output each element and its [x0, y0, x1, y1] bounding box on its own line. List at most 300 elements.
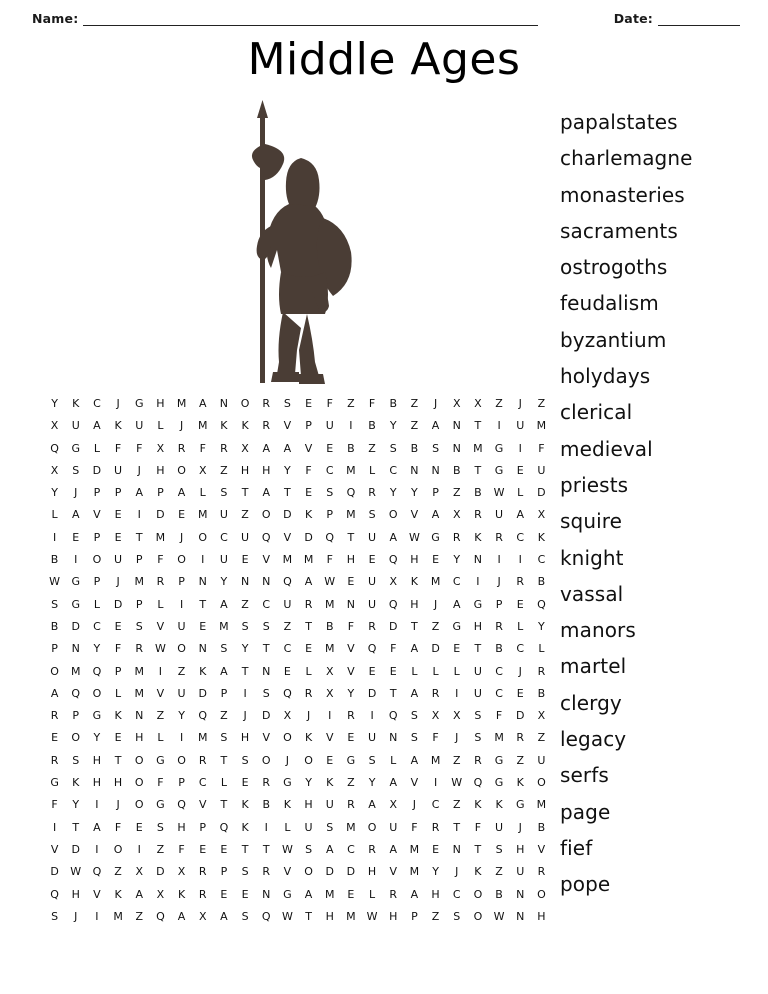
grid-cell[interactable]: Z — [177, 664, 186, 678]
grid-cell[interactable]: X — [452, 709, 461, 723]
grid-cell[interactable]: M — [346, 463, 356, 477]
grid-cell[interactable]: V — [347, 642, 355, 656]
grid-cell[interactable]: S — [156, 820, 164, 834]
grid-cell[interactable]: R — [177, 441, 186, 455]
grid-cell[interactable]: A — [368, 798, 376, 812]
grid-cell[interactable]: T — [474, 419, 482, 433]
grid-cell[interactable]: X — [50, 463, 59, 477]
grid-cell[interactable]: E — [432, 842, 440, 856]
grid-cell[interactable]: D — [71, 619, 80, 633]
grid-cell[interactable]: M — [494, 731, 504, 745]
grid-cell[interactable]: M — [134, 686, 144, 700]
grid-cell[interactable]: Z — [495, 865, 503, 879]
grid-cell[interactable]: M — [303, 553, 314, 567]
grid-cell[interactable]: I — [179, 731, 184, 745]
grid-cell[interactable]: Y — [538, 619, 545, 633]
grid-cell[interactable]: Z — [431, 909, 440, 923]
grid-cell[interactable]: E — [305, 642, 313, 656]
grid-cell[interactable]: C — [516, 642, 525, 656]
grid-cell[interactable]: V — [156, 686, 165, 700]
grid-cell[interactable]: A — [283, 441, 292, 455]
grid-cell[interactable]: O — [134, 753, 144, 767]
grid-cell[interactable]: L — [51, 508, 58, 522]
grid-cell[interactable]: O — [198, 530, 208, 544]
grid-cell[interactable]: U — [495, 508, 504, 522]
grid-cell[interactable]: T — [474, 463, 482, 477]
grid-cell[interactable]: G — [346, 753, 356, 767]
grid-cell[interactable]: G — [156, 798, 165, 812]
grid-cell[interactable]: V — [156, 619, 165, 633]
grid-cell[interactable]: L — [390, 753, 397, 767]
grid-cell[interactable]: W — [49, 575, 61, 589]
grid-cell[interactable]: F — [347, 619, 355, 633]
grid-cell[interactable]: D — [367, 686, 377, 700]
grid-cell[interactable]: L — [115, 686, 122, 700]
grid-cell[interactable]: V — [537, 842, 546, 856]
grid-cell[interactable]: E — [389, 664, 397, 678]
grid-cell[interactable]: X — [283, 709, 292, 723]
grid-cell[interactable]: V — [389, 865, 397, 879]
grid-cell[interactable]: C — [220, 530, 228, 544]
grid-cell[interactable]: H — [240, 463, 250, 477]
grid-cell[interactable]: E — [178, 508, 186, 522]
grid-cell[interactable]: J — [243, 709, 247, 723]
grid-cell[interactable]: C — [389, 463, 398, 477]
grid-cell[interactable]: R — [347, 798, 355, 812]
grid-cell[interactable]: G — [431, 530, 440, 544]
grid-cell[interactable]: R — [389, 887, 398, 901]
grid-cell[interactable]: O — [92, 553, 102, 567]
grid-cell[interactable]: E — [347, 731, 355, 745]
grid-cell[interactable]: A — [135, 887, 143, 901]
grid-cell[interactable]: A — [431, 419, 440, 433]
grid-cell[interactable]: H — [346, 553, 356, 567]
word-bank-item[interactable]: vassal — [560, 581, 624, 606]
grid-cell[interactable]: O — [304, 753, 313, 767]
grid-cell[interactable]: A — [220, 597, 228, 611]
word-bank-item[interactable]: monasteries — [560, 182, 685, 207]
grid-cell[interactable]: S — [241, 909, 249, 923]
grid-cell[interactable]: D — [537, 486, 546, 500]
grid-cell[interactable]: A — [452, 597, 461, 611]
grid-cell[interactable]: Z — [452, 486, 461, 500]
grid-cell[interactable]: O — [177, 463, 186, 477]
grid-cell[interactable]: X — [135, 865, 144, 879]
word-bank-item[interactable]: serfs — [560, 763, 609, 788]
grid-cell[interactable]: M — [324, 597, 335, 611]
grid-cell[interactable]: M — [197, 508, 208, 522]
grid-cell[interactable]: C — [262, 597, 271, 611]
grid-cell[interactable]: K — [304, 731, 313, 745]
grid-cell[interactable]: S — [432, 441, 440, 455]
word-bank-item[interactable]: pope — [560, 872, 611, 897]
grid-cell[interactable]: S — [220, 642, 228, 656]
grid-cell[interactable]: N — [198, 575, 207, 589]
grid-cell[interactable]: Z — [431, 619, 440, 633]
grid-cell[interactable]: M — [430, 753, 441, 767]
grid-cell[interactable]: X — [389, 798, 398, 812]
grid-cell[interactable]: K — [241, 798, 249, 812]
grid-cell[interactable]: R — [452, 530, 461, 544]
grid-cell[interactable]: X — [177, 865, 186, 879]
grid-cell[interactable]: W — [281, 842, 293, 856]
grid-cell[interactable]: O — [134, 798, 144, 812]
word-bank-item[interactable]: clergy — [560, 690, 622, 715]
grid-cell[interactable]: S — [72, 753, 80, 767]
grid-cell[interactable]: H — [71, 887, 80, 901]
grid-cell[interactable]: T — [262, 642, 270, 656]
grid-cell[interactable]: T — [241, 486, 249, 500]
grid-cell[interactable]: P — [72, 709, 80, 723]
grid-cell[interactable]: F — [305, 463, 312, 477]
grid-cell[interactable]: U — [71, 419, 80, 433]
grid-cell[interactable]: E — [114, 508, 122, 522]
grid-cell[interactable]: R — [474, 508, 482, 522]
grid-cell[interactable]: Z — [241, 597, 249, 611]
grid-cell[interactable]: T — [305, 909, 312, 923]
grid-cell[interactable]: I — [497, 553, 501, 567]
grid-cell[interactable]: X — [537, 709, 546, 723]
grid-cell[interactable]: Z — [283, 619, 292, 633]
grid-cell[interactable]: J — [455, 865, 459, 879]
grid-cell[interactable]: G — [71, 597, 80, 611]
grid-cell[interactable]: N — [262, 887, 271, 901]
grid-cell[interactable]: B — [495, 887, 503, 901]
grid-cell[interactable]: B — [389, 397, 398, 410]
grid-cell[interactable]: Y — [305, 776, 312, 790]
grid-cell[interactable]: O — [177, 642, 186, 656]
grid-cell[interactable]: L — [220, 776, 227, 790]
grid-cell[interactable]: E — [326, 753, 334, 767]
word-bank-item[interactable]: legacy — [560, 727, 627, 752]
grid-cell[interactable]: X — [198, 463, 207, 477]
grid-cell[interactable]: T — [241, 842, 249, 856]
grid-cell[interactable]: U — [537, 463, 546, 477]
grid-cell[interactable]: T — [474, 842, 482, 856]
grid-cell[interactable]: Z — [156, 709, 165, 723]
grid-cell[interactable]: I — [349, 419, 353, 433]
grid-cell[interactable]: R — [262, 397, 271, 410]
word-bank-item[interactable]: charlemagne — [560, 146, 693, 171]
grid-cell[interactable]: A — [262, 486, 270, 500]
word-bank-item[interactable]: byzantium — [560, 327, 667, 352]
grid-cell[interactable]: K — [72, 776, 80, 790]
grid-cell[interactable]: H — [304, 798, 313, 812]
grid-cell[interactable]: G — [494, 753, 504, 767]
grid-cell[interactable]: K — [537, 530, 546, 544]
grid-cell[interactable]: N — [473, 553, 483, 567]
grid-cell[interactable]: O — [50, 664, 59, 678]
grid-cell[interactable]: L — [369, 463, 376, 477]
grid-cell[interactable]: V — [262, 731, 270, 745]
grid-cell[interactable]: B — [452, 463, 461, 477]
grid-cell[interactable]: E — [305, 486, 313, 500]
grid-cell[interactable]: O — [177, 753, 186, 767]
grid-cell[interactable]: R — [516, 731, 525, 745]
grid-cell[interactable]: K — [114, 709, 122, 723]
grid-cell[interactable]: D — [156, 508, 165, 522]
grid-cell[interactable]: V — [50, 842, 59, 856]
grid-cell[interactable]: U — [537, 753, 546, 767]
grid-cell[interactable]: U — [219, 508, 228, 522]
grid-cell[interactable]: F — [411, 820, 418, 834]
grid-cell[interactable]: I — [95, 909, 99, 923]
grid-cell[interactable]: G — [515, 798, 525, 812]
grid-cell[interactable]: C — [452, 887, 461, 901]
grid-cell[interactable]: A — [389, 842, 397, 856]
grid-cell[interactable]: U — [177, 686, 186, 700]
grid-cell[interactable]: P — [305, 419, 312, 433]
grid-cell[interactable]: G — [494, 776, 504, 790]
grid-cell[interactable]: H — [516, 842, 525, 856]
grid-cell[interactable]: O — [71, 731, 81, 745]
grid-cell[interactable]: W — [493, 486, 505, 500]
word-bank-item[interactable]: knight — [560, 545, 624, 570]
grid-cell[interactable]: I — [179, 597, 184, 611]
grid-cell[interactable]: X — [474, 397, 482, 410]
grid-cell[interactable]: H — [156, 463, 165, 477]
grid-cell[interactable]: S — [220, 731, 228, 745]
grid-cell[interactable]: T — [220, 798, 228, 812]
grid-cell[interactable]: L — [305, 664, 312, 678]
grid-cell[interactable]: R — [368, 842, 376, 856]
grid-cell[interactable]: B — [495, 642, 503, 656]
grid-cell[interactable]: I — [95, 842, 99, 856]
grid-cell[interactable]: Q — [388, 553, 398, 567]
grid-cell[interactable]: P — [93, 575, 101, 589]
grid-cell[interactable]: Q — [388, 597, 398, 611]
grid-cell[interactable]: C — [537, 553, 546, 567]
grid-cell[interactable]: G — [494, 463, 504, 477]
grid-cell[interactable]: X — [156, 887, 165, 901]
grid-cell[interactable]: G — [283, 776, 292, 790]
grid-cell[interactable]: H — [325, 909, 334, 923]
grid-cell[interactable]: J — [137, 463, 141, 477]
grid-cell[interactable]: J — [285, 753, 290, 767]
grid-cell[interactable]: U — [325, 419, 334, 433]
grid-cell[interactable]: I — [201, 553, 205, 567]
grid-cell[interactable]: O — [134, 776, 144, 790]
grid-cell[interactable]: S — [135, 619, 143, 633]
grid-cell[interactable]: I — [243, 686, 247, 700]
grid-cell[interactable]: K — [474, 530, 482, 544]
grid-cell[interactable]: X — [241, 441, 249, 455]
grid-cell[interactable]: J — [433, 597, 438, 611]
grid-cell[interactable]: L — [93, 441, 100, 455]
grid-cell[interactable]: N — [452, 419, 461, 433]
grid-cell[interactable]: U — [114, 463, 123, 477]
grid-cell[interactable]: R — [262, 865, 271, 879]
grid-cell[interactable]: S — [51, 597, 59, 611]
grid-cell[interactable]: N — [135, 709, 144, 723]
word-bank-item[interactable]: priests — [560, 472, 629, 497]
grid-cell[interactable]: G — [50, 776, 59, 790]
grid-cell[interactable]: A — [304, 575, 313, 589]
grid-cell[interactable]: R — [50, 753, 59, 767]
grid-cell[interactable]: F — [178, 842, 185, 856]
grid-cell[interactable]: U — [135, 419, 144, 433]
grid-cell[interactable]: F — [390, 642, 397, 656]
grid-cell[interactable]: D — [113, 597, 123, 611]
grid-cell[interactable]: Q — [283, 686, 292, 700]
grid-cell[interactable]: A — [71, 508, 80, 522]
grid-cell[interactable]: U — [368, 530, 377, 544]
grid-cell[interactable]: I — [476, 575, 480, 589]
grid-cell[interactable]: V — [198, 798, 207, 812]
grid-cell[interactable]: U — [516, 419, 525, 433]
grid-cell[interactable]: Y — [347, 686, 355, 700]
grid-cell[interactable]: G — [283, 887, 292, 901]
grid-cell[interactable]: E — [241, 553, 249, 567]
grid-cell[interactable]: H — [113, 776, 123, 790]
grid-cell[interactable]: O — [367, 820, 377, 834]
grid-cell[interactable]: U — [389, 820, 398, 834]
grid-cell[interactable]: G — [156, 753, 165, 767]
grid-cell[interactable]: L — [538, 642, 545, 656]
grid-cell[interactable]: R — [156, 575, 165, 589]
grid-cell[interactable]: U — [219, 553, 228, 567]
grid-cell[interactable]: W — [493, 909, 505, 923]
grid-cell[interactable]: E — [516, 463, 524, 477]
grid-cell[interactable]: C — [93, 397, 101, 410]
grid-cell[interactable]: Y — [453, 553, 461, 567]
grid-cell[interactable]: M — [70, 664, 81, 678]
grid-cell[interactable]: G — [494, 441, 504, 455]
grid-cell[interactable]: R — [262, 776, 271, 790]
grid-cell[interactable]: T — [453, 820, 461, 834]
word-bank-item[interactable]: sacraments — [560, 218, 678, 243]
grid-cell[interactable]: R — [198, 865, 207, 879]
grid-cell[interactable]: M — [113, 909, 123, 923]
grid-cell[interactable]: I — [264, 820, 268, 834]
grid-cell[interactable]: W — [451, 776, 463, 790]
grid-cell[interactable]: Q — [92, 664, 102, 678]
grid-cell[interactable]: K — [474, 798, 482, 812]
grid-cell[interactable]: E — [51, 731, 59, 745]
grid-cell[interactable]: A — [177, 486, 186, 500]
grid-cell[interactable]: K — [516, 776, 524, 790]
grid-cell[interactable]: H — [92, 753, 102, 767]
grid-cell[interactable]: P — [199, 820, 207, 834]
grid-cell[interactable]: U — [473, 664, 482, 678]
grid-cell[interactable]: V — [410, 508, 419, 522]
grid-cell[interactable]: X — [452, 397, 461, 410]
grid-cell[interactable]: E — [368, 664, 376, 678]
grid-cell[interactable]: D — [92, 463, 102, 477]
grid-cell[interactable]: M — [134, 664, 144, 678]
grid-cell[interactable]: A — [389, 530, 397, 544]
grid-cell[interactable]: E — [220, 887, 228, 901]
grid-cell[interactable]: J — [412, 798, 417, 812]
grid-cell[interactable]: S — [389, 441, 397, 455]
grid-cell[interactable]: O — [177, 553, 186, 567]
grid-cell[interactable]: K — [410, 575, 419, 589]
grid-cell[interactable]: N — [452, 441, 461, 455]
grid-cell[interactable]: A — [220, 909, 228, 923]
grid-cell[interactable]: R — [516, 575, 525, 589]
grid-cell[interactable]: C — [93, 619, 101, 633]
grid-cell[interactable]: W — [366, 909, 378, 923]
grid-cell[interactable]: C — [283, 642, 292, 656]
grid-cell[interactable]: U — [516, 865, 525, 879]
grid-cell[interactable]: X — [325, 664, 334, 678]
grid-cell[interactable]: N — [240, 575, 250, 589]
grid-cell[interactable]: Z — [410, 419, 419, 433]
grid-cell[interactable]: Q — [50, 887, 59, 901]
grid-cell[interactable]: O — [283, 731, 292, 745]
grid-cell[interactable]: L — [199, 486, 206, 500]
grid-cell[interactable]: C — [347, 842, 355, 856]
grid-cell[interactable]: R — [368, 486, 376, 500]
grid-cell[interactable]: U — [368, 575, 377, 589]
grid-cell[interactable]: D — [389, 619, 398, 633]
grid-cell[interactable]: J — [306, 709, 311, 723]
grid-cell[interactable]: D — [431, 642, 440, 656]
grid-cell[interactable]: S — [262, 619, 270, 633]
grid-cell[interactable]: S — [241, 865, 249, 879]
grid-cell[interactable]: U — [368, 597, 377, 611]
grid-cell[interactable]: M — [324, 887, 335, 901]
grid-cell[interactable]: H — [410, 597, 419, 611]
grid-cell[interactable]: Y — [241, 642, 249, 656]
grid-cell[interactable]: H — [410, 553, 419, 567]
grid-cell[interactable]: C — [516, 530, 525, 544]
grid-cell[interactable]: T — [135, 530, 143, 544]
grid-cell[interactable]: H — [92, 776, 102, 790]
grid-cell[interactable]: N — [516, 887, 525, 901]
grid-cell[interactable]: H — [537, 909, 546, 923]
grid-cell[interactable]: P — [157, 486, 164, 500]
grid-cell[interactable]: Y — [389, 419, 397, 433]
grid-cell[interactable]: L — [517, 486, 524, 500]
grid-cell[interactable]: F — [326, 397, 333, 410]
grid-cell[interactable]: B — [474, 486, 482, 500]
grid-cell[interactable]: S — [474, 709, 482, 723]
grid-cell[interactable]: T — [262, 842, 270, 856]
grid-cell[interactable]: T — [114, 753, 122, 767]
grid-cell[interactable]: Y — [93, 731, 101, 745]
grid-cell[interactable]: Z — [368, 441, 376, 455]
grid-cell[interactable]: F — [114, 820, 122, 834]
grid-cell[interactable]: O — [261, 753, 271, 767]
grid-cell[interactable]: S — [410, 709, 418, 723]
grid-cell[interactable]: A — [135, 486, 143, 500]
grid-cell[interactable]: T — [389, 686, 397, 700]
grid-cell[interactable]: P — [114, 486, 122, 500]
grid-cell[interactable]: S — [72, 463, 80, 477]
grid-cell[interactable]: Q — [346, 486, 356, 500]
grid-cell[interactable]: N — [262, 575, 271, 589]
grid-cell[interactable]: W — [281, 909, 293, 923]
grid-cell[interactable]: K — [114, 419, 122, 433]
grid-cell[interactable]: J — [518, 820, 522, 834]
grid-cell[interactable]: A — [410, 686, 419, 700]
grid-cell[interactable]: A — [410, 887, 419, 901]
grid-cell[interactable]: I — [497, 419, 501, 433]
grid-cell[interactable]: E — [347, 887, 355, 901]
grid-cell[interactable]: Q — [283, 575, 292, 589]
grid-cell[interactable]: P — [495, 597, 503, 611]
grid-cell[interactable]: Z — [452, 753, 461, 767]
grid-cell[interactable]: R — [495, 530, 503, 544]
grid-cell[interactable]: M — [536, 798, 547, 812]
grid-cell[interactable]: I — [52, 530, 57, 544]
date-write-line[interactable] — [658, 14, 740, 26]
grid-cell[interactable]: S — [474, 731, 482, 745]
grid-cell[interactable]: T — [241, 664, 249, 678]
grid-cell[interactable]: V — [93, 508, 101, 522]
grid-cell[interactable]: L — [284, 820, 291, 834]
